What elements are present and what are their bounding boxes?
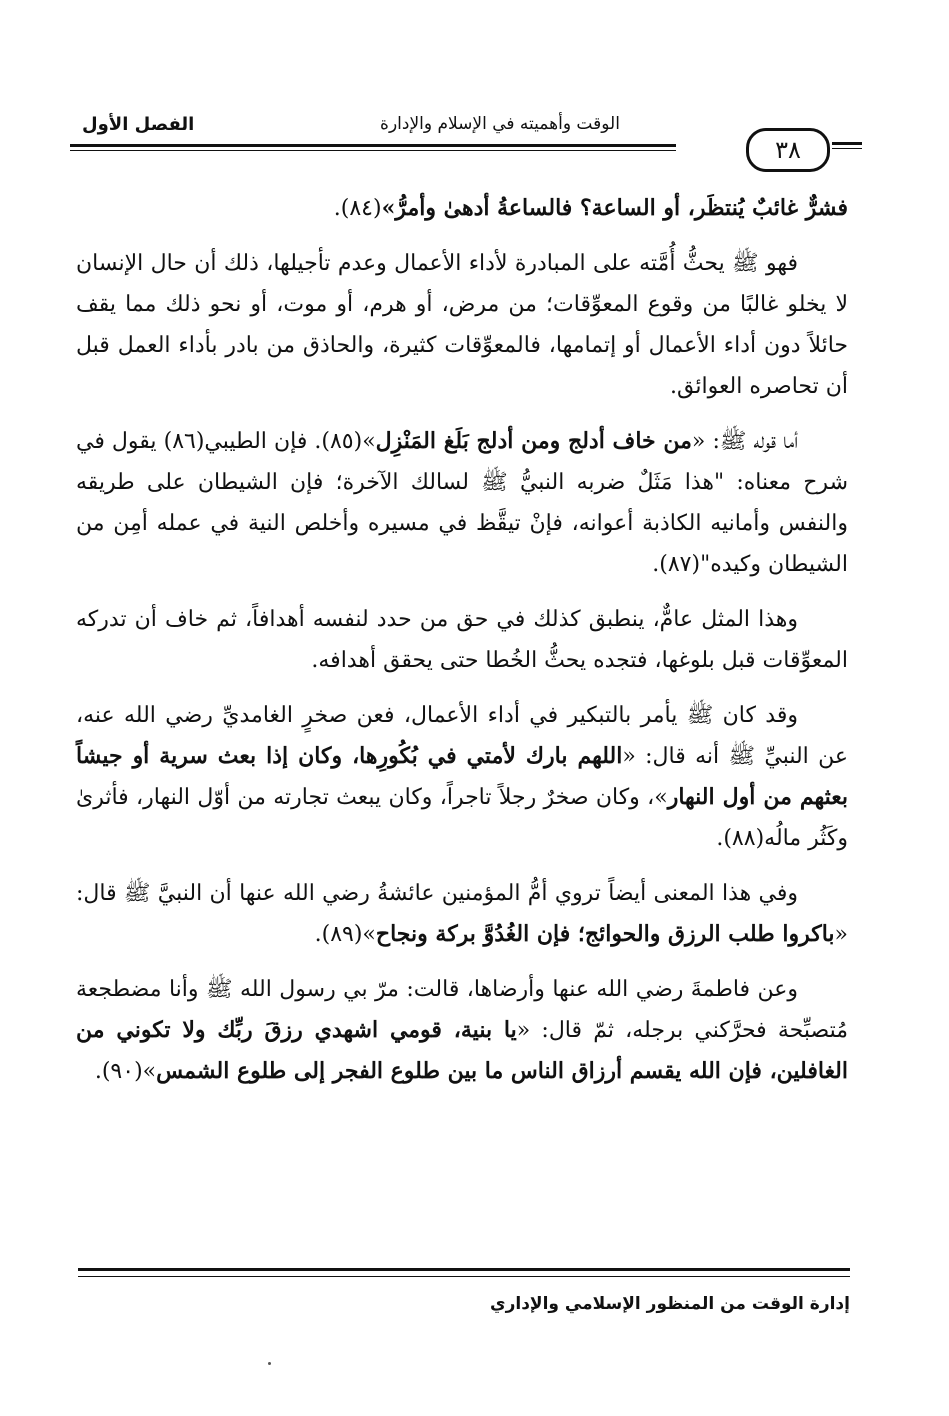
header-dash-thin [832, 148, 862, 149]
paragraph-text: (٨٤). [333, 196, 382, 221]
chapter-title: الفصل الأول [82, 114, 195, 135]
footer-rule-thin [78, 1276, 850, 1277]
footer-book-name: إدارة الوقت من المنظور الإسلامي والإداري [490, 1294, 850, 1314]
page-number-badge [746, 128, 830, 172]
paragraph-text: أما قوله ﷺ: « [691, 429, 799, 454]
bold-quote-text: من خاف أدلج ومن أدلج بَلَغ المَنْزِل [375, 428, 692, 454]
bold-quote-text: باكروا طلب الرزق والحوائج؛ فإن الغُدُوَّ بركة ونجاح [375, 921, 835, 947]
paragraph-text: وهذا المثل عامٌّ، ينطبق كذلك في حق من حدد لنفسه أهدافاً، ثم خاف أن تدركه المعوِّقات قبل بلوغها، فتجده يحثُّ الخُطا حتى يحقق أهدافه. [76, 607, 848, 673]
page-number: ٣٨ [775, 136, 801, 164]
paragraph [76, 969, 848, 1092]
paragraph-text: وفي هذا المعنى أيضاً تروي أمُّ المؤمنين عائشةُ رضي الله عنها أن النبيَّ ﷺ قال: « [76, 881, 848, 947]
paragraph [76, 599, 848, 681]
paragraph [76, 873, 848, 955]
paragraph [76, 695, 848, 859]
paragraph-text: وقد كان ﷺ يأمر بالتبكير في أداء الأعمال، فعن صخرٍ الغامديِّ رضي الله عنه، عن النبيِّ ﷺ أنه قال: « [76, 703, 848, 769]
paragraph-text: »(٩٠). [94, 1059, 157, 1084]
header-rule-thin [70, 150, 676, 151]
body-text [76, 188, 848, 1106]
paragraph [76, 243, 848, 407]
paragraph-text: فهو ﷺ يحثُّ أُمَّته على المبادرة لأداء الأعمال وعدم تأجيلها، ذلك أن حال الإنسان لا يخلو غالبًا من وقوع المعوِّقات؛ من مرض، أو هرم، أو موت، أو نحو ذلك مما يقف حائلاً دون أداء الأعمال أو إتمامها، فالمعوِّقات كثيرة، والحاذق من بادر بأداء العمل قبل أن تحاصره العوائق. [76, 251, 848, 399]
footer-rule [78, 1268, 850, 1271]
paragraph-text: »(٨٥). فإن الطيبي(٨٦) يقول في شرح معناه: "هذا مَثَلٌ ضربه النبيُّ ﷺ لسالك الآخرة؛ فإن الشيطان على طريقه والنفس وأمانيه الكاذبة أعوانه، فإنْ تيقَّظ في مسيره وأخلص النية في عمله أمِن من الشيطان وكيده"(٨٧). [76, 429, 848, 577]
page-header [70, 112, 880, 172]
header-rule [70, 144, 676, 147]
paragraph-text: »(٨٩). [314, 922, 376, 947]
running-title: الوقت وأهميته في الإسلام والإدارة [380, 114, 620, 134]
bold-quote-text: فشرٌّ غائبٌ يُنتظَر، أو الساعة؟ فالساعةُ أدهىٰ وأمرُّ» [381, 195, 848, 221]
paragraph [76, 188, 848, 229]
bold-quote-text: يا بنية، قومي اشهدي رزقَ ربِّك ولا تكوني من الغافلين، فإن الله يقسم أرزاق الناس ما بين طلوع الفجر إلى طلوع الشمس [76, 1017, 848, 1084]
header-dash [832, 142, 862, 145]
page-speck [268, 1362, 271, 1365]
bold-quote-text: اللهم بارك لأمتي في بُكُورِها، وكان إذا بعث سرية أو جيشاً بعثهم من أول النهار [76, 743, 848, 810]
paragraph-text: »، وكان صخرٌ رجلاً تاجراً، وكان يبعث تجارته من أوّل النهار، فأثرىٰ وكَثُر مالُه(٨٨). [76, 785, 848, 851]
paragraph [76, 421, 848, 585]
paragraph-text: وعن فاطمةَ رضي الله عنها وأرضاها، قالت: مرّ بي رسول الله ﷺ وأنا مضطجعة مُتصبِّحة فحرَّكني برجله، ثمّ قال: « [76, 977, 848, 1043]
